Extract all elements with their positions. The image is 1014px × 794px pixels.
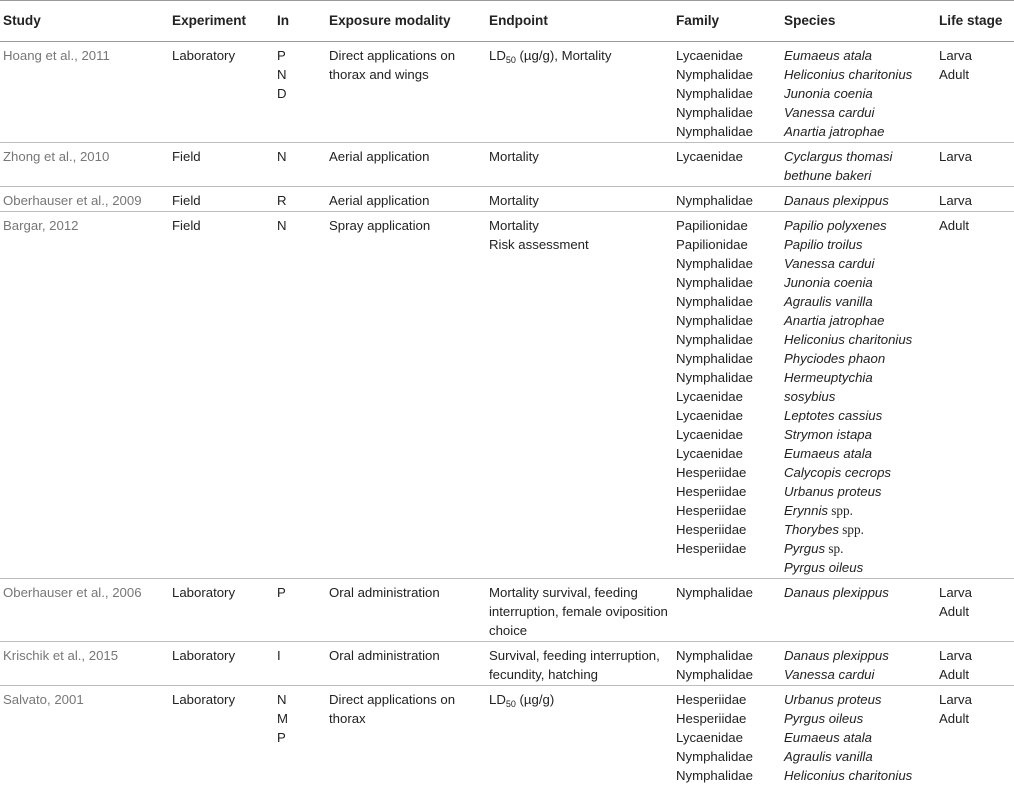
family-value: Hesperiidae bbox=[676, 692, 747, 707]
species-value: Pyrgus oileus bbox=[784, 711, 864, 726]
table-row bbox=[0, 42, 1014, 143]
species-value: Strymon istapa bbox=[784, 427, 872, 442]
species-genus: Erynnis bbox=[784, 503, 828, 518]
species-value: sosybius bbox=[784, 389, 836, 404]
family-value: Nymphalidae bbox=[676, 749, 753, 764]
life-stage-value: Larva bbox=[939, 48, 972, 63]
in-value: M bbox=[277, 711, 288, 726]
table-header-row bbox=[0, 1, 1014, 42]
species-value: bethune bakeri bbox=[784, 168, 872, 183]
exposure-cell: Aerial application bbox=[325, 143, 485, 187]
life-stage-cell bbox=[935, 187, 1014, 212]
family-value: Hesperiidae bbox=[676, 465, 747, 480]
family-cell bbox=[672, 579, 780, 642]
family-value: Nymphalidae bbox=[676, 648, 753, 663]
family-value: Nymphalidae bbox=[676, 86, 753, 101]
species-value: Eumaeus atala bbox=[784, 48, 872, 63]
family-value: Nymphalidae bbox=[676, 768, 753, 783]
family-value: Hesperiidae bbox=[676, 541, 747, 556]
endpoint-cell: Survival, feeding interruption, fecundity, hatching bbox=[485, 642, 672, 686]
header-family: Family bbox=[672, 1, 780, 42]
species-value: Papilio polyxenes bbox=[784, 218, 887, 233]
in-value: I bbox=[277, 648, 281, 663]
species-cell bbox=[780, 42, 935, 143]
species-value: Danaus plexippus bbox=[784, 585, 889, 600]
species-cell bbox=[780, 579, 935, 642]
exposure-cell: Oral administration bbox=[325, 579, 485, 642]
experiment-cell: Laboratory bbox=[168, 642, 273, 686]
family-cell bbox=[672, 143, 780, 187]
family-value: Nymphalidae bbox=[676, 667, 753, 682]
species-value: Vanessa cardui bbox=[784, 105, 875, 120]
endpoint-cell bbox=[485, 143, 672, 187]
table-row bbox=[0, 686, 1014, 787]
life-stage-cell bbox=[935, 212, 1014, 579]
family-value: Nymphalidae bbox=[676, 370, 753, 385]
table-row bbox=[0, 642, 1014, 686]
study-cell: Zhong et al., 2010 bbox=[0, 143, 168, 187]
family-value: Nymphalidae bbox=[676, 585, 753, 600]
exposure-cell: Oral administration bbox=[325, 642, 485, 686]
experiment-cell: Field bbox=[168, 187, 273, 212]
study-cell: Salvato, 2001 bbox=[3, 692, 84, 707]
species-value: Phyciodes phaon bbox=[784, 351, 886, 366]
species-value: Hermeuptychia bbox=[784, 370, 873, 385]
endpoint-subscript: 50 bbox=[505, 55, 516, 65]
experiment-cell: Laboratory bbox=[168, 42, 273, 143]
life-stage-cell bbox=[935, 642, 1014, 686]
family-value: Nymphalidae bbox=[676, 294, 753, 309]
endpoint-suffix: (µg/g), Mortality bbox=[515, 48, 612, 63]
table-row bbox=[0, 212, 1014, 579]
species-value: Junonia coenia bbox=[784, 275, 873, 290]
family-value: Nymphalidae bbox=[676, 105, 753, 120]
life-stage-value: Adult bbox=[939, 67, 970, 82]
species-value: Vanessa cardui bbox=[784, 667, 875, 682]
family-cell bbox=[672, 187, 780, 212]
experiment-cell: Laboratory bbox=[172, 692, 236, 707]
endpoint-value: Mortality bbox=[489, 149, 539, 164]
species-value: Pyrgus oileus bbox=[784, 560, 864, 575]
experiment-cell: Field bbox=[168, 212, 273, 579]
species-value bbox=[784, 501, 931, 520]
species-cell bbox=[780, 686, 935, 787]
life-stage-value: Larva bbox=[939, 149, 972, 164]
life-stage-value: Adult bbox=[939, 218, 970, 233]
endpoint-value: Risk assessment bbox=[489, 237, 589, 252]
exposure-cell: Direct applications on thorax bbox=[329, 692, 456, 726]
life-stage-value: Adult bbox=[939, 711, 970, 726]
species-value: Calycopis cecrops bbox=[784, 465, 892, 480]
in-cell bbox=[273, 42, 325, 143]
family-value: Nymphalidae bbox=[676, 313, 753, 328]
life-stage-cell bbox=[935, 42, 1014, 143]
in-value: P bbox=[277, 585, 286, 600]
endpoint-cell bbox=[485, 686, 672, 787]
family-value: Hesperiidae bbox=[676, 503, 747, 518]
family-value: Hesperiidae bbox=[676, 484, 747, 499]
header-study: Study bbox=[0, 1, 168, 42]
family-value: Nymphalidae bbox=[676, 193, 753, 208]
species-value: Papilio troilus bbox=[784, 237, 863, 252]
family-value: Lycaenidae bbox=[676, 389, 743, 404]
family-value: Lycaenidae bbox=[676, 730, 743, 745]
endpoint-cell bbox=[485, 42, 672, 143]
experiment-cell: Field bbox=[168, 143, 273, 187]
study-cell: Hoang et al., 2011 bbox=[0, 42, 168, 143]
in-value: N bbox=[277, 67, 287, 82]
family-value: Nymphalidae bbox=[676, 275, 753, 290]
species-cell bbox=[780, 212, 935, 579]
study-cell: Bargar, 2012 bbox=[0, 212, 168, 579]
species-value: Urbanus proteus bbox=[784, 692, 882, 707]
family-value: Papilionidae bbox=[676, 218, 748, 233]
in-value: N bbox=[277, 149, 287, 164]
table-row bbox=[0, 187, 1014, 212]
family-value: Nymphalidae bbox=[676, 124, 753, 139]
species-value: Junonia coenia bbox=[784, 86, 873, 101]
family-cell bbox=[672, 42, 780, 143]
exposure-cell: Aerial application bbox=[325, 187, 485, 212]
life-stage-cell bbox=[935, 579, 1014, 642]
species-cell bbox=[780, 143, 935, 187]
family-value: Papilionidae bbox=[676, 237, 748, 252]
species-cell bbox=[780, 187, 935, 212]
species-value: Urbanus proteus bbox=[784, 484, 882, 499]
header-experiment: Experiment bbox=[168, 1, 273, 42]
species-qualifier: sp. bbox=[825, 541, 844, 556]
species-value: Danaus plexippus bbox=[784, 648, 889, 663]
header-in: In bbox=[273, 1, 325, 42]
family-value: Lycaenidae bbox=[676, 446, 743, 461]
in-cell bbox=[273, 143, 325, 187]
in-cell bbox=[273, 187, 325, 212]
family-value: Nymphalidae bbox=[676, 67, 753, 82]
species-value: Heliconius charitonius bbox=[784, 332, 913, 347]
in-cell bbox=[273, 686, 325, 787]
species-value: Heliconius charitonius bbox=[784, 67, 913, 82]
family-value: Lycaenidae bbox=[676, 427, 743, 442]
header-endpoint: Endpoint bbox=[485, 1, 672, 42]
family-cell bbox=[672, 642, 780, 686]
table-row bbox=[0, 143, 1014, 187]
experiment-cell: Laboratory bbox=[168, 579, 273, 642]
in-cell bbox=[273, 642, 325, 686]
header-species: Species bbox=[780, 1, 935, 42]
life-stage-value: Adult bbox=[939, 667, 970, 682]
species-qualifier: spp. bbox=[827, 503, 853, 518]
family-value: Lycaenidae bbox=[676, 149, 743, 164]
in-value: D bbox=[277, 86, 287, 101]
family-value: Lycaenidae bbox=[676, 48, 743, 63]
header-life-stage: Life stage bbox=[935, 1, 1014, 42]
endpoint-cell bbox=[485, 212, 672, 579]
endpoint-cell bbox=[485, 187, 672, 212]
life-stage-value: Adult bbox=[939, 604, 970, 619]
life-stage-value: Larva bbox=[939, 692, 972, 707]
exposure-cell: Spray application bbox=[325, 212, 485, 579]
species-qualifier: spp. bbox=[838, 522, 864, 537]
species-value: Agraulis vanilla bbox=[784, 294, 873, 309]
species-value: Agraulis vanilla bbox=[784, 749, 873, 764]
species-value: Eumaeus atala bbox=[784, 446, 872, 461]
in-value: N bbox=[277, 218, 287, 233]
endpoint-value: Mortality bbox=[489, 218, 539, 233]
species-value: Heliconius charitonius bbox=[784, 768, 913, 783]
life-stage-cell bbox=[935, 686, 1014, 787]
species-value: Leptotes cassius bbox=[784, 408, 883, 423]
species-cell bbox=[780, 642, 935, 686]
in-value: N bbox=[277, 692, 287, 707]
species-value bbox=[784, 539, 931, 558]
family-value: Lycaenidae bbox=[676, 408, 743, 423]
family-value: Hesperiidae bbox=[676, 711, 747, 726]
species-value: Danaus plexippus bbox=[784, 193, 889, 208]
header-exposure-modality: Exposure modality bbox=[325, 1, 485, 42]
family-value: Nymphalidae bbox=[676, 256, 753, 271]
endpoint-cell: Mortality survival, feeding interruption, female oviposition choice bbox=[485, 579, 672, 642]
in-value: R bbox=[277, 193, 287, 208]
endpoint-subscript: 50 bbox=[505, 699, 516, 709]
endpoint-prefix: LD bbox=[489, 692, 506, 707]
life-stage-cell bbox=[935, 143, 1014, 187]
study-cell: Krischik et al., 2015 bbox=[0, 642, 168, 686]
family-value: Hesperiidae bbox=[676, 522, 747, 537]
in-value: P bbox=[277, 730, 286, 745]
species-value bbox=[784, 520, 931, 539]
endpoint-prefix: LD bbox=[489, 48, 506, 63]
family-value: Nymphalidae bbox=[676, 351, 753, 366]
study-cell: Oberhauser et al., 2009 bbox=[0, 187, 168, 212]
species-value: Anartia jatrophae bbox=[784, 313, 885, 328]
family-cell bbox=[672, 686, 780, 787]
species-genus: Thorybes bbox=[784, 522, 839, 537]
endpoint-suffix: (µg/g) bbox=[515, 692, 555, 707]
life-stage-value: Larva bbox=[939, 648, 972, 663]
in-value: P bbox=[277, 48, 286, 63]
in-cell bbox=[273, 212, 325, 579]
species-genus: Pyrgus bbox=[784, 541, 826, 556]
family-cell bbox=[672, 212, 780, 579]
species-value: Vanessa cardui bbox=[784, 256, 875, 271]
table-row bbox=[0, 579, 1014, 642]
species-value: Eumaeus atala bbox=[784, 730, 872, 745]
species-value: Anartia jatrophae bbox=[784, 124, 885, 139]
exposure-cell: Direct applications on thorax and wings bbox=[325, 42, 485, 143]
species-value: Cyclargus thomasi bbox=[784, 149, 893, 164]
family-value: Nymphalidae bbox=[676, 332, 753, 347]
endpoint-value: Mortality bbox=[489, 193, 539, 208]
life-stage-value: Larva bbox=[939, 585, 972, 600]
life-stage-value: Larva bbox=[939, 193, 972, 208]
study-cell: Oberhauser et al., 2006 bbox=[0, 579, 168, 642]
in-cell bbox=[273, 579, 325, 642]
